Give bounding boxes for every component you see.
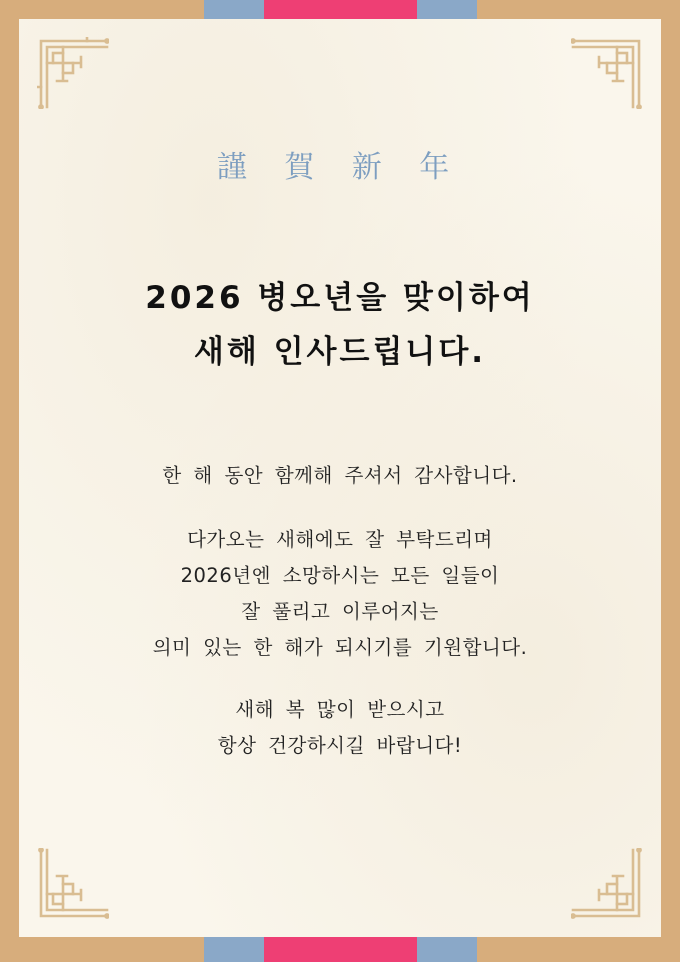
corner-knot-ornament-icon (571, 37, 643, 109)
top-stripe-pink (264, 0, 417, 19)
headline-line-1: 2026 병오년을 맞이하여 (145, 280, 535, 316)
wish-line-4: 의미 있는 한 해가 되시기를 기원합니다. (152, 636, 528, 659)
closing-line-1: 새해 복 많이 받으시고 (235, 698, 445, 721)
closing-line-2: 항상 건강하시길 바랍니다! (217, 734, 463, 757)
corner-knot-ornament-icon (37, 848, 109, 920)
wish-line-1: 다가오는 새해에도 잘 부탁드리며 (187, 528, 493, 551)
bottom-stripe-pink (264, 937, 417, 962)
thanks-line: 한 해 동안 함께해 주셔서 감사합니다. (162, 464, 518, 487)
top-stripe-blue-right (417, 0, 477, 19)
wish-line-3: 잘 풀리고 이루어지는 (241, 600, 439, 623)
top-stripe-blue-left (204, 0, 264, 19)
title-hanja: 謹 賀 新 年 (216, 150, 464, 185)
bottom-stripe-blue-right (417, 937, 477, 962)
headline-line-2: 새해 인사드립니다. (193, 334, 487, 370)
corner-knot-ornament-icon (571, 848, 643, 920)
wish-line-2: 2026년엔 소망하시는 모든 일들이 (180, 564, 500, 587)
corner-knot-ornament-icon (37, 37, 109, 109)
bottom-stripe-blue-left (204, 937, 264, 962)
